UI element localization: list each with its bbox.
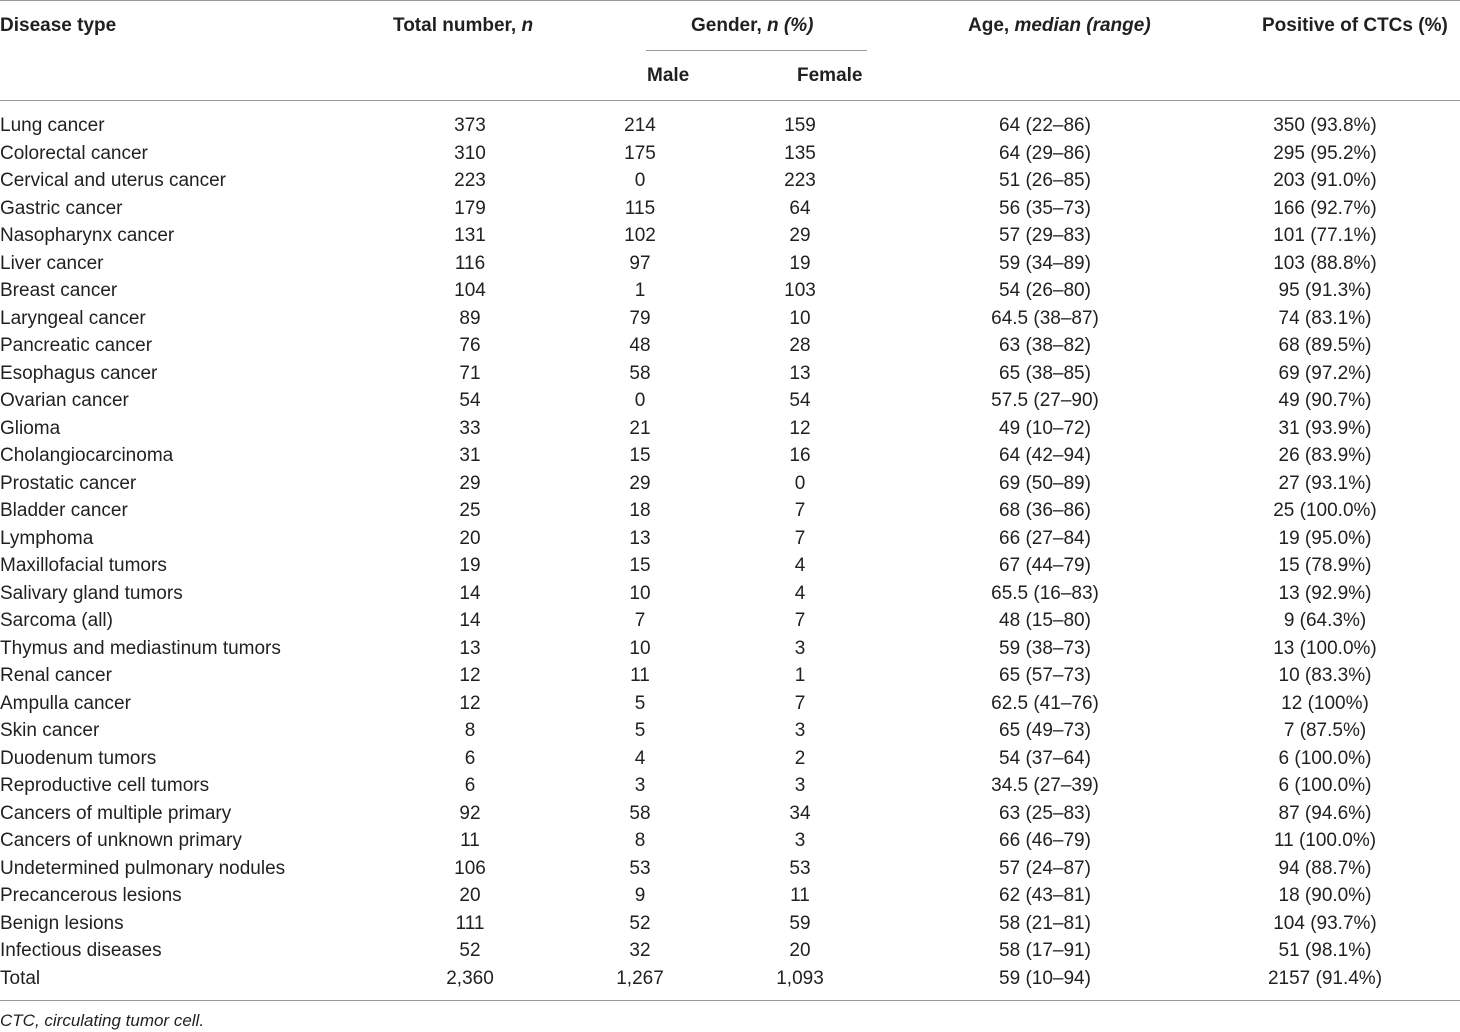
positive-ctcs-cell: 68 (89.5%) — [1278, 335, 1372, 356]
age-cell: 59 (38–73) — [999, 637, 1091, 659]
disease-type-cell: Cholangiocarcinoma — [0, 445, 174, 466]
male-cell: 8 — [634, 830, 646, 851]
positive-ctcs-cell: 26 (83.9%) — [1278, 445, 1372, 466]
positive-ctcs-cell: 15 (78.9%) — [1278, 555, 1372, 576]
age-cell: 64.5 (38–87) — [991, 307, 1099, 329]
table-row — [0, 965, 1460, 993]
age-cell: 62 (43–81) — [999, 885, 1091, 906]
positive-ctcs-cell: 203 (91.0%) — [1273, 170, 1377, 191]
female-cell: 0 — [794, 472, 806, 494]
disease-type-cell: Ampulla cancer — [0, 692, 131, 714]
disease-type-cell: Sarcoma (all) — [0, 610, 113, 631]
female-cell: 13 — [789, 362, 811, 384]
positive-ctcs-cell: 19 (95.0%) — [1278, 527, 1372, 549]
positive-ctcs-cell: 13 (100.0%) — [1273, 637, 1377, 659]
table-row — [0, 552, 1460, 580]
disease-type-cell: Salivary gland tumors — [0, 582, 183, 604]
age-cell: 68 (36–86) — [999, 500, 1091, 521]
table-row — [0, 167, 1460, 195]
female-cell: 223 — [784, 170, 816, 191]
age-cell: 69 (50–89) — [999, 472, 1091, 494]
age-cell: 54 (26–80) — [999, 280, 1091, 301]
total-number-cell: 116 — [454, 252, 486, 274]
male-cell: 10 — [629, 582, 651, 604]
age-cell: 63 (38–82) — [999, 335, 1091, 356]
total-number-cell: 6 — [464, 747, 476, 769]
header-total-number-label: Total number, — [393, 15, 517, 36]
female-cell: 3 — [794, 830, 806, 851]
male-cell: 214 — [624, 115, 656, 136]
table-row — [0, 442, 1460, 470]
male-cell: 4 — [634, 747, 646, 769]
table-row — [0, 635, 1460, 663]
disease-type-cell: Undetermined pulmonary nodules — [0, 857, 286, 879]
female-cell: 7 — [794, 692, 806, 714]
disease-type-cell: Ovarian cancer — [0, 390, 129, 411]
header-gender-label: Gender, — [691, 15, 762, 36]
table-row — [0, 800, 1460, 828]
positive-ctcs-cell: 7 (87.5%) — [1283, 720, 1367, 741]
disease-type-cell: Laryngeal cancer — [0, 307, 146, 329]
disease-type-cell: Lymphoma — [0, 527, 94, 549]
total-number-cell: 76 — [459, 335, 481, 356]
header-male — [647, 64, 689, 88]
male-cell: 52 — [629, 912, 651, 934]
male-cell: 175 — [624, 142, 656, 164]
age-cell: 57 (29–83) — [999, 225, 1091, 246]
total-number-cell: 14 — [459, 582, 481, 604]
positive-ctcs-cell: 295 (95.2%) — [1273, 142, 1377, 164]
male-cell: 1 — [634, 280, 646, 301]
female-cell: 19 — [789, 252, 811, 274]
table-row — [0, 305, 1460, 333]
female-cell: 7 — [794, 527, 806, 549]
age-cell: 57.5 (27–90) — [991, 390, 1099, 411]
total-number-cell: 111 — [455, 912, 485, 934]
female-cell: 12 — [789, 417, 811, 439]
table-row — [0, 772, 1460, 800]
table-row — [0, 222, 1460, 250]
header-total-number — [393, 14, 533, 38]
age-cell: 57 (24–87) — [999, 857, 1091, 879]
female-cell: 3 — [794, 720, 806, 741]
table-row — [0, 910, 1460, 938]
table-row — [0, 525, 1460, 553]
male-cell: 58 — [629, 802, 651, 824]
female-cell: 20 — [789, 940, 811, 961]
female-cell: 34 — [789, 802, 811, 824]
table-row — [0, 745, 1460, 773]
disease-type-cell: Bladder cancer — [0, 500, 128, 521]
female-cell: 4 — [794, 582, 806, 604]
total-number-cell: 92 — [459, 802, 481, 824]
positive-ctcs-cell: 18 (90.0%) — [1278, 885, 1372, 906]
male-cell: 5 — [634, 720, 646, 741]
positive-ctcs-cell: 103 (88.8%) — [1273, 252, 1377, 274]
female-cell: 7 — [794, 500, 806, 521]
header-disease-type-label: Disease type — [0, 15, 117, 36]
age-cell: 34.5 (27–39) — [991, 775, 1099, 796]
disease-type-cell: Cancers of multiple primary — [0, 802, 232, 824]
disease-type-cell: Liver cancer — [0, 252, 104, 274]
disease-type-cell: Total — [0, 967, 41, 989]
total-number-cell: 8 — [464, 720, 476, 741]
table-row — [0, 827, 1460, 855]
total-number-cell: 179 — [454, 197, 486, 219]
table-row — [0, 277, 1460, 305]
top-rule — [0, 0, 1460, 1]
header-gender-n-pct: n (%) — [767, 15, 814, 36]
age-cell: 65 (57–73) — [999, 665, 1091, 686]
female-cell: 11 — [790, 885, 810, 906]
table-row — [0, 250, 1460, 278]
disease-type-cell: Cervical and uterus cancer — [0, 170, 226, 191]
total-number-cell: 25 — [459, 500, 481, 521]
female-cell: 59 — [789, 912, 811, 934]
male-cell: 18 — [629, 500, 651, 521]
male-cell: 5 — [634, 692, 646, 714]
total-number-cell: 71 — [459, 362, 481, 384]
age-cell: 64 (22–86) — [999, 115, 1091, 136]
total-number-cell: 52 — [459, 940, 481, 961]
age-cell: 64 (29–86) — [999, 142, 1091, 164]
age-cell: 49 (10–72) — [999, 417, 1091, 439]
footnote: CTC, circulating tumor cell. — [0, 1011, 205, 1030]
positive-ctcs-cell: 6 (100.0%) — [1278, 747, 1372, 769]
disease-type-cell: Lung cancer — [0, 115, 105, 136]
table-row — [0, 855, 1460, 883]
total-number-cell: 20 — [459, 527, 481, 549]
total-number-cell: 54 — [459, 390, 481, 411]
total-number-cell: 33 — [459, 417, 481, 439]
female-cell: 16 — [789, 445, 811, 466]
total-number-cell: 14 — [459, 610, 481, 631]
disease-type-cell: Pancreatic cancer — [0, 335, 153, 356]
male-cell: 9 — [634, 885, 646, 906]
age-cell: 51 (26–85) — [999, 170, 1091, 191]
age-cell: 62.5 (41–76) — [991, 692, 1099, 714]
male-cell: 79 — [629, 307, 651, 329]
age-cell: 58 (21–81) — [999, 912, 1091, 934]
age-cell: 66 (27–84) — [999, 527, 1091, 549]
table-row — [0, 112, 1460, 140]
header-positive-ctcs — [1262, 14, 1448, 38]
table-row — [0, 580, 1460, 608]
table-row — [0, 470, 1460, 498]
age-cell: 48 (15–80) — [999, 610, 1091, 631]
table-row — [0, 497, 1460, 525]
male-cell: 13 — [629, 527, 651, 549]
disease-type-cell: Maxillofacial tumors — [0, 555, 167, 576]
male-cell: 15 — [629, 555, 651, 576]
positive-ctcs-cell: 12 (100%) — [1281, 692, 1369, 714]
disease-type-cell: Infectious diseases — [0, 940, 162, 961]
age-cell: 64 (42–94) — [999, 445, 1091, 466]
positive-ctcs-cell: 51 (98.1%) — [1278, 940, 1372, 961]
header-female — [797, 64, 862, 88]
disease-type-cell: Nasopharynx cancer — [0, 225, 175, 246]
age-cell: 66 (46–79) — [999, 830, 1091, 851]
total-number-cell: 106 — [454, 857, 486, 879]
disease-type-cell: Cancers of unknown primary — [0, 830, 242, 851]
disease-type-cell: Glioma — [0, 417, 61, 439]
total-number-cell: 19 — [459, 555, 481, 576]
total-number-cell: 12 — [459, 692, 481, 714]
table-row — [0, 690, 1460, 718]
total-number-cell: 31 — [459, 445, 481, 466]
disease-type-cell: Thymus and mediastinum tumors — [0, 637, 281, 659]
disease-type-cell: Breast cancer — [0, 280, 118, 301]
data-table-body — [0, 112, 1460, 992]
table-row — [0, 195, 1460, 223]
data-table — [0, 112, 1460, 992]
age-cell: 65 (38–85) — [999, 362, 1091, 384]
total-number-cell: 310 — [454, 142, 486, 164]
positive-ctcs-cell: 11 (100.0%) — [1273, 830, 1377, 851]
female-cell: 103 — [784, 280, 816, 301]
female-cell: 4 — [794, 555, 806, 576]
female-cell: 10 — [789, 307, 811, 329]
header-gender — [691, 14, 813, 38]
female-cell: 64 — [789, 197, 811, 219]
positive-ctcs-cell: 31 (93.9%) — [1278, 417, 1372, 439]
table-row — [0, 387, 1460, 415]
total-number-cell: 373 — [454, 115, 486, 136]
positive-ctcs-cell: 49 (90.7%) — [1278, 390, 1372, 411]
table-row — [0, 882, 1460, 910]
male-cell: 48 — [629, 335, 651, 356]
total-number-cell: 223 — [454, 170, 486, 191]
positive-ctcs-cell: 25 (100.0%) — [1273, 500, 1377, 521]
positive-ctcs-cell: 27 (93.1%) — [1278, 472, 1372, 494]
male-cell: 32 — [629, 940, 651, 961]
age-cell: 65 (49–73) — [999, 720, 1091, 741]
disease-type-cell: Benign lesions — [0, 912, 124, 934]
female-cell: 135 — [784, 142, 816, 164]
table-row — [0, 937, 1460, 965]
age-cell: 65.5 (16–83) — [991, 582, 1099, 604]
total-number-cell: 2,360 — [446, 967, 494, 989]
total-number-cell: 20 — [459, 885, 481, 906]
male-cell: 3 — [634, 775, 646, 796]
male-cell: 11 — [630, 665, 650, 686]
positive-ctcs-cell: 69 (97.2%) — [1278, 362, 1372, 384]
disease-type-cell: Precancerous lesions — [0, 885, 182, 906]
total-number-cell: 89 — [459, 307, 481, 329]
positive-ctcs-cell: 166 (92.7%) — [1273, 197, 1377, 219]
female-cell: 159 — [784, 115, 816, 136]
male-cell: 7 — [634, 610, 646, 631]
positive-ctcs-cell: 94 (88.7%) — [1278, 857, 1372, 879]
male-cell: 115 — [624, 197, 656, 219]
female-cell: 7 — [794, 610, 806, 631]
header-rule — [0, 100, 1460, 101]
table-row — [0, 607, 1460, 635]
positive-ctcs-cell: 13 (92.9%) — [1278, 582, 1372, 604]
disease-type-cell: Esophagus cancer — [0, 362, 158, 384]
female-cell: 28 — [789, 335, 811, 356]
male-cell: 53 — [629, 857, 651, 879]
positive-ctcs-cell: 74 (83.1%) — [1278, 307, 1372, 329]
table-row — [0, 360, 1460, 388]
male-cell: 58 — [629, 362, 651, 384]
gender-subheader-rule — [646, 50, 867, 51]
total-number-cell: 29 — [459, 472, 481, 494]
age-cell: 54 (37–64) — [999, 747, 1091, 769]
disease-type-cell: Renal cancer — [0, 665, 112, 686]
total-number-cell: 6 — [464, 775, 476, 796]
age-cell: 59 (10–94) — [999, 967, 1091, 989]
table-row — [0, 415, 1460, 443]
age-cell: 58 (17–91) — [999, 940, 1091, 961]
header-age — [968, 14, 1151, 38]
male-cell: 10 — [629, 637, 651, 659]
positive-ctcs-cell: 95 (91.3%) — [1278, 280, 1372, 301]
disease-type-cell: Duodenum tumors — [0, 747, 157, 769]
disease-type-cell: Colorectal cancer — [0, 142, 148, 164]
bottom-rule — [0, 1000, 1460, 1001]
female-cell: 1 — [794, 665, 806, 686]
positive-ctcs-cell: 87 (94.6%) — [1278, 802, 1372, 824]
female-cell: 54 — [789, 390, 811, 411]
age-cell: 59 (34–89) — [999, 252, 1091, 274]
positive-ctcs-cell: 9 (64.3%) — [1283, 610, 1367, 631]
positive-ctcs-cell: 6 (100.0%) — [1278, 775, 1372, 796]
male-cell: 29 — [629, 472, 651, 494]
header-female-label: Female — [797, 65, 863, 86]
female-cell: 53 — [789, 857, 811, 879]
male-cell: 1,267 — [616, 967, 664, 989]
total-number-cell: 131 — [454, 225, 486, 246]
disease-type-cell: Skin cancer — [0, 720, 100, 741]
total-number-cell: 11 — [460, 830, 480, 851]
header-male-label: Male — [647, 65, 690, 86]
header-age-median-range: median (range) — [1014, 15, 1151, 36]
male-cell: 0 — [634, 390, 646, 411]
header-disease-type — [0, 14, 116, 38]
positive-ctcs-cell: 10 (83.3%) — [1278, 665, 1372, 686]
header-total-number-n: n — [521, 15, 534, 36]
header-positive-ctcs-label: Positive of CTCs (%) — [1262, 15, 1448, 36]
age-cell: 67 (44–79) — [999, 555, 1091, 576]
female-cell: 3 — [794, 637, 806, 659]
positive-ctcs-cell: 104 (93.7%) — [1273, 912, 1377, 934]
total-number-cell: 13 — [459, 637, 481, 659]
disease-type-cell: Gastric cancer — [0, 197, 123, 219]
positive-ctcs-cell: 101 (77.1%) — [1273, 225, 1377, 246]
positive-ctcs-cell: 350 (93.8%) — [1273, 115, 1377, 136]
table-row — [0, 332, 1460, 360]
male-cell: 21 — [629, 417, 651, 439]
disease-type-cell: Reproductive cell tumors — [0, 775, 210, 796]
female-cell: 3 — [794, 775, 806, 796]
header-age-label: Age, — [968, 15, 1010, 36]
total-number-cell: 12 — [459, 665, 481, 686]
male-cell: 0 — [634, 170, 646, 191]
total-number-cell: 104 — [454, 280, 486, 301]
male-cell: 97 — [629, 252, 651, 274]
table-row — [0, 717, 1460, 745]
age-cell: 63 (25–83) — [999, 802, 1091, 824]
table-row — [0, 140, 1460, 168]
age-cell: 56 (35–73) — [999, 197, 1091, 219]
disease-type-cell: Prostatic cancer — [0, 472, 137, 494]
female-cell: 29 — [789, 225, 811, 246]
positive-ctcs-cell: 2157 (91.4%) — [1267, 967, 1383, 989]
female-cell: 2 — [794, 747, 806, 769]
table-row — [0, 662, 1460, 690]
male-cell: 102 — [624, 225, 656, 246]
female-cell: 1,093 — [776, 967, 824, 989]
male-cell: 15 — [629, 445, 651, 466]
